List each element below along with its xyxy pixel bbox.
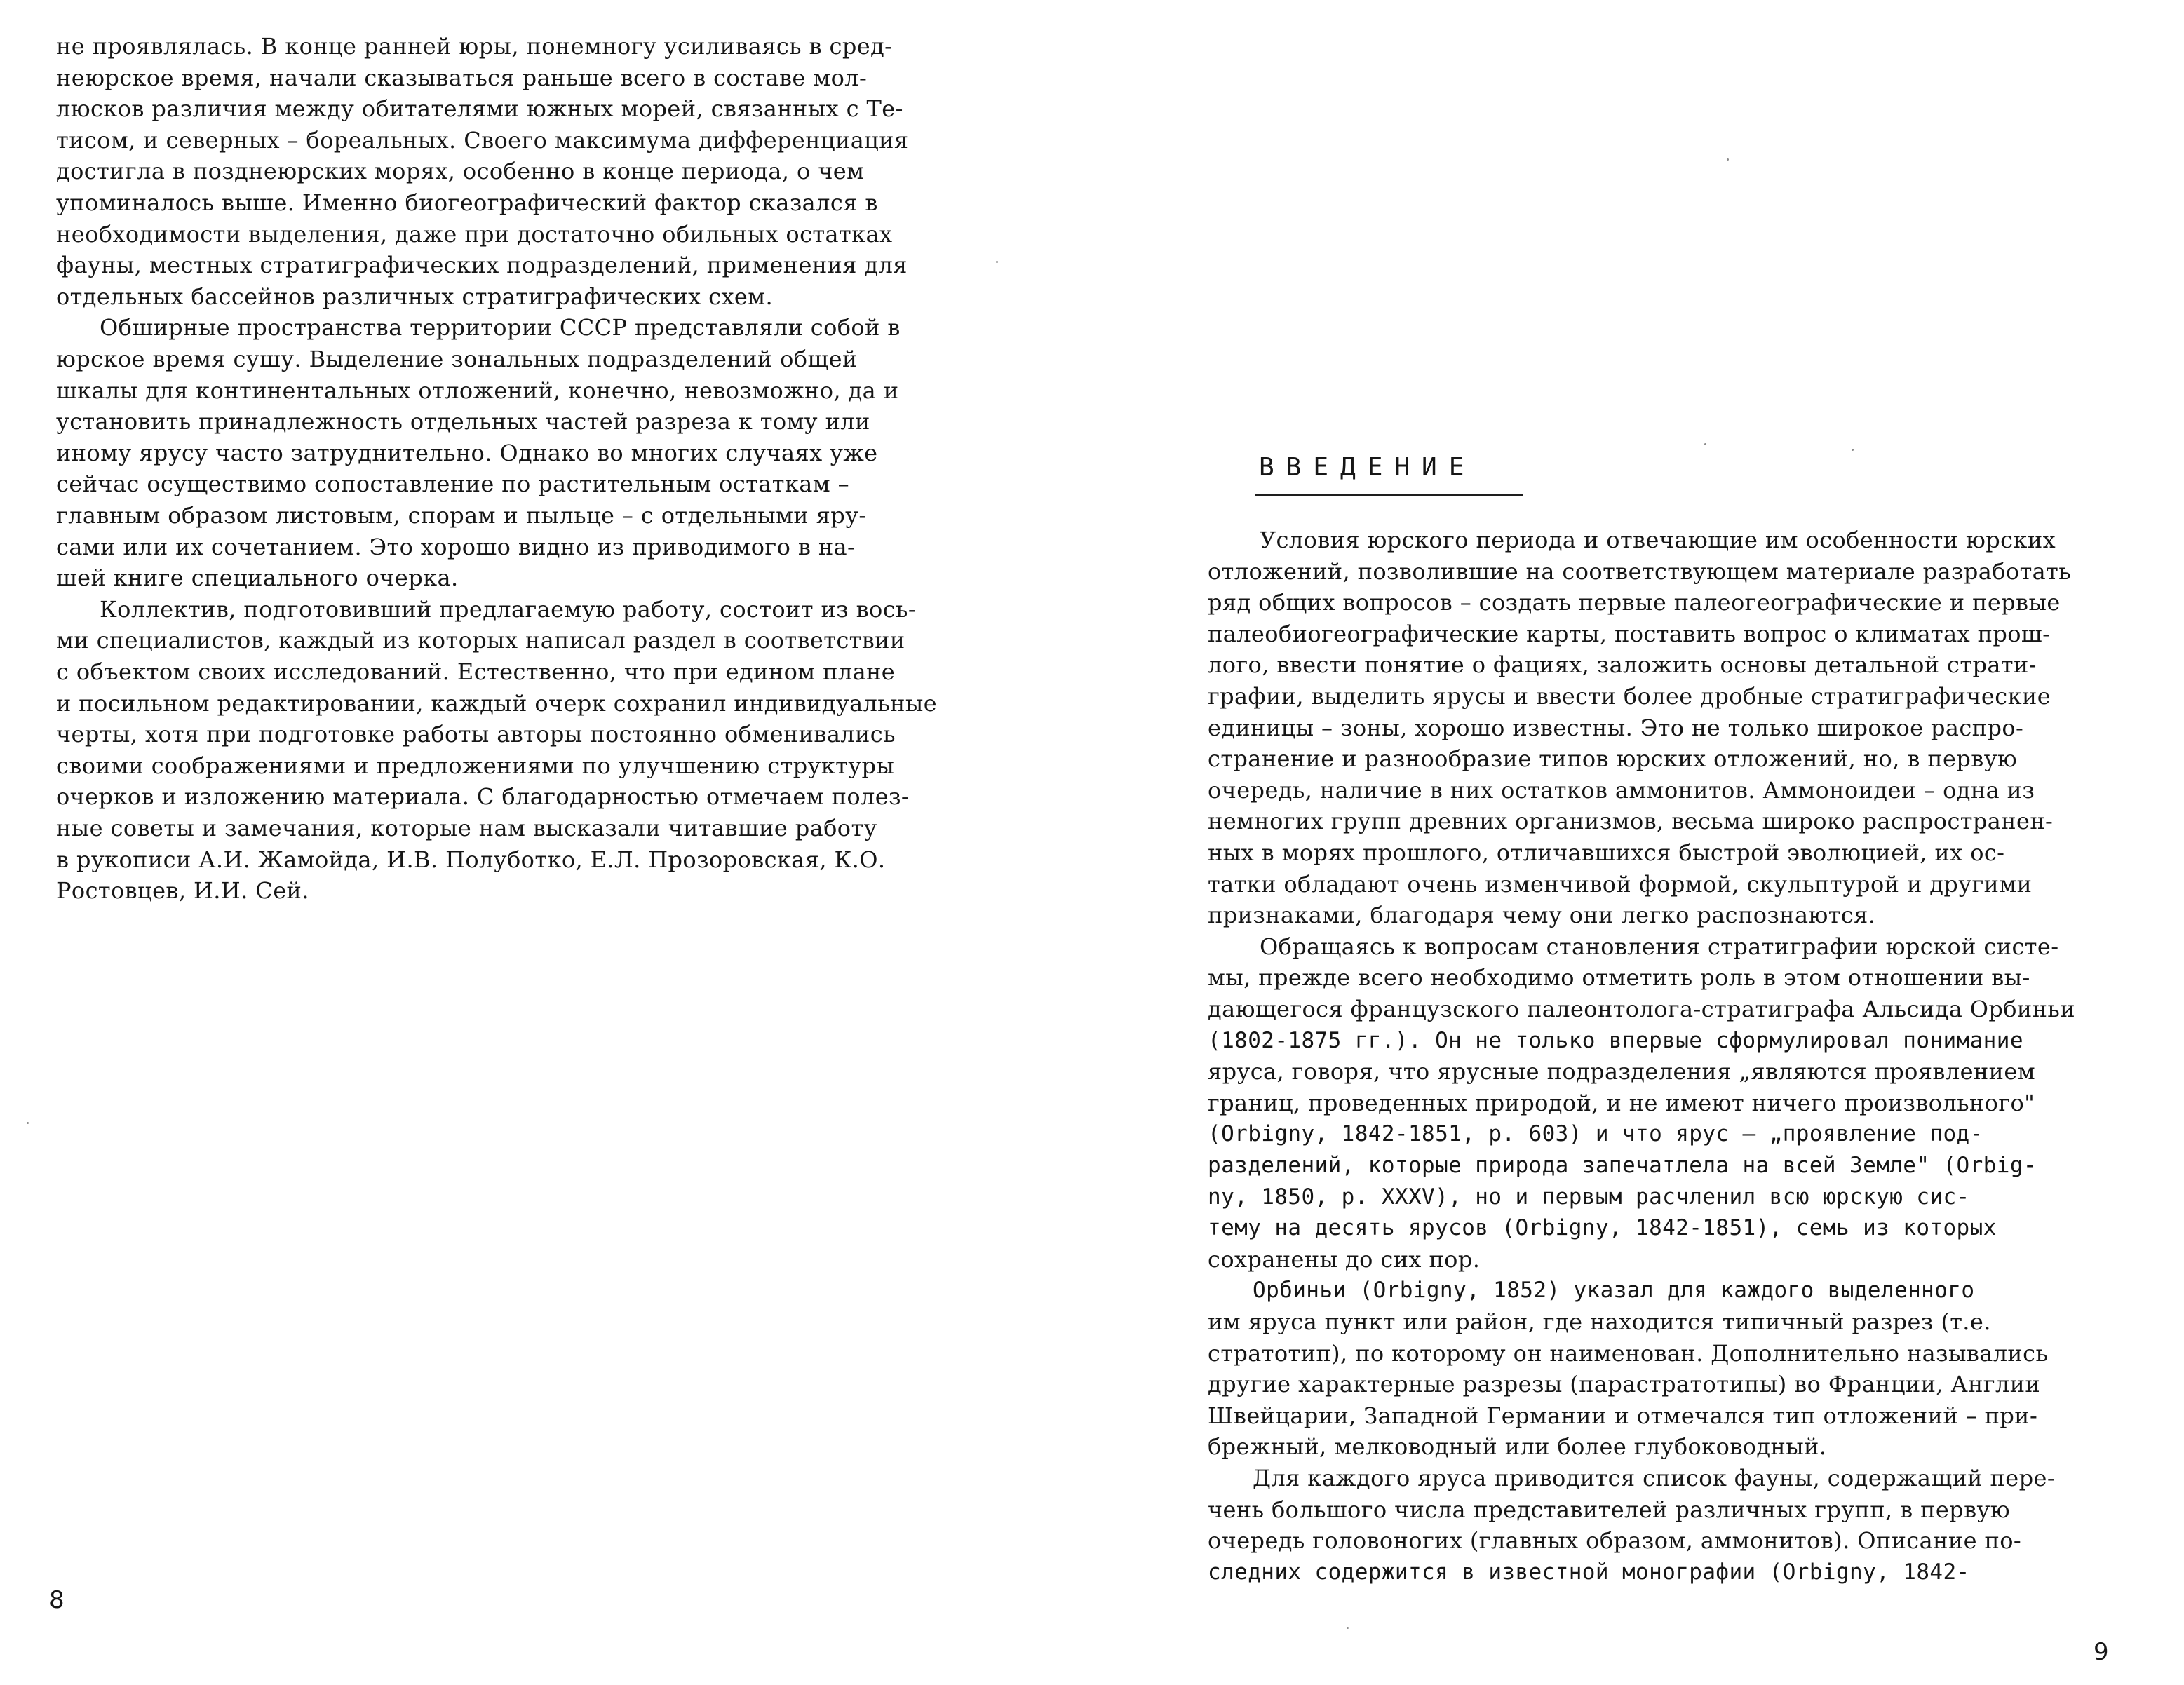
- text-line: отложений, позволившие на соответствующем материале разработать: [1208, 558, 2072, 585]
- text-line: Обращаясь к вопросам становления стратиграфии юрской систе-: [1260, 933, 2059, 960]
- text-line: установить принадлежность отдельных частей разреза к тому или: [56, 408, 870, 435]
- text-line: ных в морях прошлого, отличавшихся быстрой эволюцией, их ос-: [1208, 839, 2005, 866]
- text-line: ny, 1850, p. XXXV), но и первым расчленил всю юрскую сис-: [1208, 1184, 1970, 1210]
- text-line: необходимости выделения, даже при достаточно обильных остатках: [56, 221, 893, 248]
- text-line: неюрское время, начали сказываться раньше всего в составе мол-: [56, 65, 868, 91]
- text-line: с объектом своих исследований. Естественно, что при едином плане: [56, 658, 896, 685]
- text-line: своими соображениями и предложениями по улучшению структуры: [56, 752, 895, 779]
- text-line: брежный, мелководный или более глубоководный.: [1208, 1433, 1827, 1460]
- text-line: границ, проведенных природой, и не имеют ничего произвольного": [1208, 1090, 2035, 1116]
- scan-speck: [1727, 158, 1729, 161]
- text-line: Для каждого яруса приводится список фауны, содержащий пере-: [1253, 1465, 2056, 1491]
- text-line: сохранены до сих пор.: [1208, 1246, 1481, 1273]
- text-line: (1802-1875 гг.). Он не только впервые сформулировал понимание: [1208, 1028, 2023, 1053]
- text-line: шей книге специального очерка.: [56, 564, 459, 591]
- text-line: черты, хотя при подготовке работы авторы постоянно обменивались: [56, 721, 896, 747]
- text-line: Орбиньи (Orbigny, 1852) указал для каждого выделенного: [1253, 1278, 1975, 1303]
- text-line: яруса, говоря, что ярусные подразделения „являются проявлением: [1208, 1058, 2036, 1085]
- text-line: ряд общих вопросов – создать первые палеогеографические и первые: [1208, 589, 2061, 616]
- text-line: очерков и изложению материала. С благодарностью отмечаем полез-: [56, 783, 910, 810]
- text-line: палеобиогеографические карты, поставить вопрос о климатах прош-: [1208, 621, 2051, 647]
- text-line: разделений, которые природа запечатлела на всей Земле" (Orbig-: [1208, 1153, 2037, 1178]
- text-line: Ростовцев, И.И. Сей.: [56, 877, 309, 904]
- text-line: юрское время сушу. Выделение зональных подразделений общей: [56, 346, 858, 372]
- text-line: очередь головоногих (главных образом, аммонитов). Описание по-: [1208, 1527, 2022, 1554]
- text-line: тему на десять ярусов (Orbigny, 1842-1851), семь из которых: [1208, 1215, 1997, 1240]
- text-line: сейчас осуществимо сопоставление по растительным остаткам –: [56, 471, 849, 497]
- heading-underline: [1255, 494, 1523, 496]
- text-line: отдельных бассейнов различных стратиграфических схем.: [56, 283, 774, 310]
- text-line: тисом, и северных – бореальных. Своего максимума дифференциация: [56, 127, 909, 154]
- section-heading: ВВЕДЕНИЕ: [1259, 453, 1476, 482]
- right-page: [1092, 0, 2184, 1685]
- text-line: главным образом листовым, спорам и пыльце – с отдельными яру-: [56, 502, 867, 529]
- text-line: Швейцарии, Западной Германии и отмечался тип отложений – при-: [1208, 1402, 2038, 1429]
- text-line: в рукописи А.И. Жамойда, И.В. Полуботко, Е.Л. Прозоровская, К.О.: [56, 846, 886, 873]
- text-line: дающегося французского палеонтолога-стратиграфа Альсида Орбиньи: [1208, 996, 2075, 1022]
- text-line: стратотип), по которому он наименован. Дополнительно назывались: [1208, 1340, 2049, 1367]
- text-line: им яруса пункт или район, где находится типичный разрез (т.е.: [1208, 1308, 1991, 1335]
- text-line: татки обладают очень изменчивой формой, скульптурой и другими: [1208, 871, 2033, 898]
- scan-speck: [27, 1122, 29, 1124]
- text-line: странение и разнообразие типов юрских отложений, но, в первую: [1208, 745, 2018, 772]
- text-line: фауны, местных стратиграфических подразделений, применения для: [56, 252, 908, 278]
- text-line: иному ярусу часто затруднительно. Однако во многих случаях уже: [56, 440, 878, 466]
- text-line: мы, прежде всего необходимо отметить роль в этом отношении вы-: [1208, 964, 2030, 991]
- scan-speck: [1704, 443, 1706, 445]
- text-line: следних содержится в известной монографии (Orbigny, 1842-: [1208, 1559, 1970, 1585]
- text-line: сами или их сочетанием. Это хорошо видно из приводимого в на-: [56, 534, 856, 560]
- text-line: немногих групп древних организмов, весьма широко распространен-: [1208, 808, 2054, 834]
- text-line: очередь, наличие в них остатков аммонитов. Аммоноидеи – одна из: [1208, 777, 2035, 804]
- text-line: (Orbigny, 1842-1851, p. 603) и что ярус – „проявление под-: [1208, 1121, 1983, 1146]
- text-line: ные советы и замечания, которые нам высказали читавшие работу: [56, 815, 877, 841]
- scan-speck: [1852, 449, 1854, 451]
- text-line: лого, ввести понятие о фациях, заложить основы детальной страти-: [1208, 651, 2037, 678]
- text-line: Коллектив, подготовивший предлагаемую работу, состоит из вось-: [100, 596, 917, 623]
- text-line: Условия юрского периода и отвечающие им особенности юрских: [1260, 527, 2056, 553]
- page-number-right: 9: [2094, 1638, 2109, 1666]
- text-line: другие характерные разрезы (парастратотипы) во Франции, Англии: [1208, 1371, 2041, 1398]
- scan-speck: [1347, 1627, 1349, 1629]
- text-line: ми специалистов, каждый из которых написал раздел в соответствии: [56, 627, 905, 654]
- text-line: признаками, благодаря чему они легко распознаются.: [1208, 902, 1876, 928]
- scan-speck: [996, 261, 998, 263]
- text-line: шкалы для континентальных отложений, конечно, невозможно, да и: [56, 377, 899, 404]
- text-line: достигла в позднеюрских морях, особенно в конце периода, о чем: [56, 158, 865, 184]
- text-line: люсков различия между обитателями южных морей, связанных с Те-: [56, 95, 903, 122]
- text-line: графии, выделить ярусы и ввести более дробные стратиграфические: [1208, 683, 2051, 710]
- text-line: единицы – зоны, хорошо известны. Это не только широкое распро-: [1208, 715, 2024, 741]
- page-number-left: 8: [49, 1586, 65, 1614]
- text-line: и посильном редактировании, каждый очерк сохранил индивидуальные: [56, 690, 938, 717]
- text-line: не проявлялась. В конце ранней юры, понемногу усиливаясь в сред-: [56, 33, 893, 60]
- text-line: чень большого числа представителей различных групп, в первую: [1208, 1496, 2010, 1523]
- text-line: Обширные пространства территории СССР представляли собой в: [100, 314, 901, 341]
- text-line: упоминалось выше. Именно биогеографический фактор сказался в: [56, 189, 878, 216]
